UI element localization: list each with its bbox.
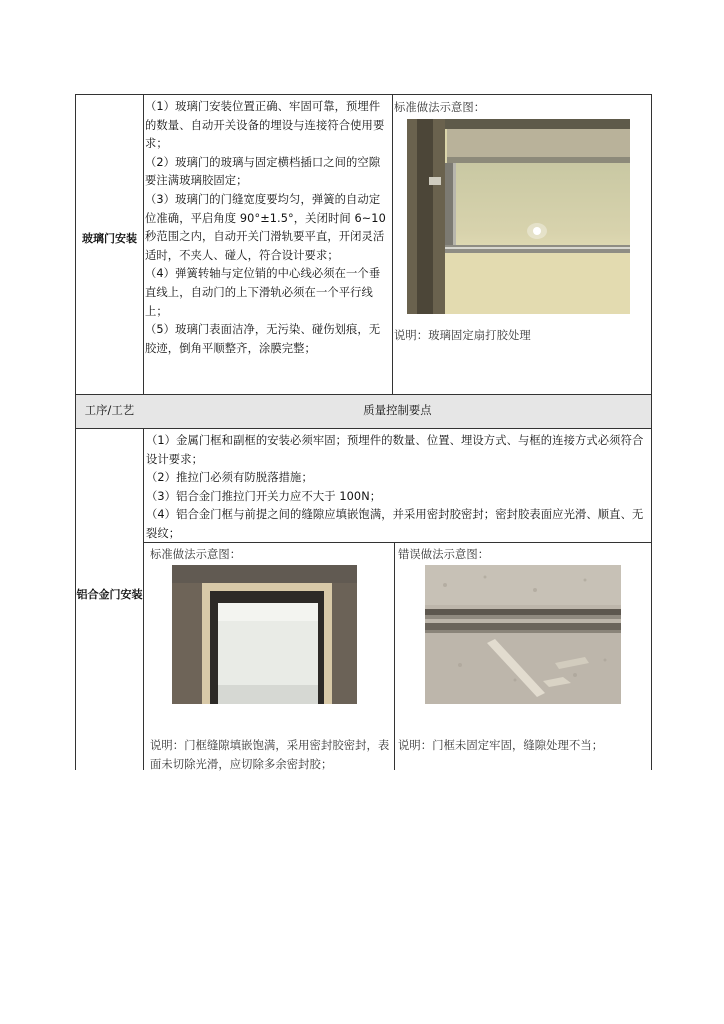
header-quality-text: 质量控制要点: [363, 404, 432, 417]
table-header-process: [76, 402, 143, 421]
glass-door-example-title: [394, 99, 650, 118]
table-divider-alu-text: [143, 542, 652, 543]
process-label-aluminum-door: [76, 586, 143, 604]
requirement-item: （3）玻璃门的门缝宽度要均匀，弹簧的自动定位准确，平启角度 90°±1.5°，关闭时间 6~10 秒范围之内，自动开关门滑轨要平直，开闭灵活适时，不夹人、碰人，符合设计要求；: [145, 192, 386, 262]
table-divider-glass-image-col: [392, 94, 393, 394]
example-title-text: 标准做法示意图：: [150, 548, 242, 561]
process-label-text: 玻璃门安装: [82, 232, 137, 245]
process-label-glass-door: [76, 230, 143, 248]
table-header-quality-points: [144, 402, 651, 421]
glass-door-sealant-photo: [407, 119, 630, 314]
table-divider-alu-image-col: [394, 542, 395, 770]
requirement-item: （4）弹簧转轴与定位销的中心线必须在一个垂直线上，自动门的上下滑轨必须在一个平行线上；: [145, 267, 381, 318]
aluminum-door-requirements: [146, 432, 650, 542]
header-process-text: 工序/工艺: [84, 404, 135, 417]
table-divider-label-col: [143, 94, 144, 770]
table-border-right: [651, 94, 652, 770]
process-label-text: 铝合金门安装: [76, 588, 143, 601]
caption-text: 说明：门框缝隙填嵌饱满，采用密封胶密封，表面未切除光滑，应切除多余密封胶；: [150, 739, 390, 771]
glass-door-requirements: [145, 98, 391, 358]
requirement-item: （5）玻璃门表面洁净，无污染、碰伤划痕，无胶迹，倒角平顺整齐，涂膜完整；: [145, 323, 381, 355]
example-title-text: 错误做法示意图：: [398, 548, 490, 561]
table-border-left: [75, 94, 76, 770]
table-border-top: [75, 94, 652, 95]
requirement-item: （4）铝合金门框与前提之间的缝隙应填嵌饱满，并采用密封胶密封；密封胶表面应光滑、顺直、无裂纹；: [146, 508, 644, 540]
glass-door-caption: [394, 327, 650, 346]
requirement-item: （1）金属门框和副框的安装必须牢固；预埋件的数量、位置、埋设方式、与框的连接方式必须符合设计要求；: [146, 434, 644, 466]
requirement-item: （2）玻璃门的玻璃与固定横档插口之间的空隙要注满玻璃胶固定；: [145, 155, 381, 188]
aluminum-door-good-photo: [172, 565, 357, 704]
aluminum-door-bad-photo: [425, 565, 621, 704]
table-divider-header-bottom: [75, 428, 652, 429]
caption-text: 说明：门框未固定牢固，缝隙处理不当；: [398, 739, 604, 752]
example-title-text: 标准做法示意图：: [394, 101, 486, 114]
aluminum-good-caption: [150, 737, 393, 774]
requirement-item: （2）推拉门必须有防脱落措施；: [146, 471, 313, 485]
requirement-item: （3）铝合金门推拉门开关力应不大于 100N；: [146, 489, 382, 503]
requirement-item: （1）玻璃门安装位置正确、牢固可靠，预埋件的数量、自动开关设备的埋设与连接符合使用要求；: [145, 100, 385, 151]
caption-text: 说明：玻璃固定扇打胶处理: [394, 329, 531, 342]
aluminum-bad-example-title: [398, 546, 648, 565]
aluminum-good-example-title: [150, 546, 390, 565]
aluminum-bad-caption: [398, 737, 650, 756]
